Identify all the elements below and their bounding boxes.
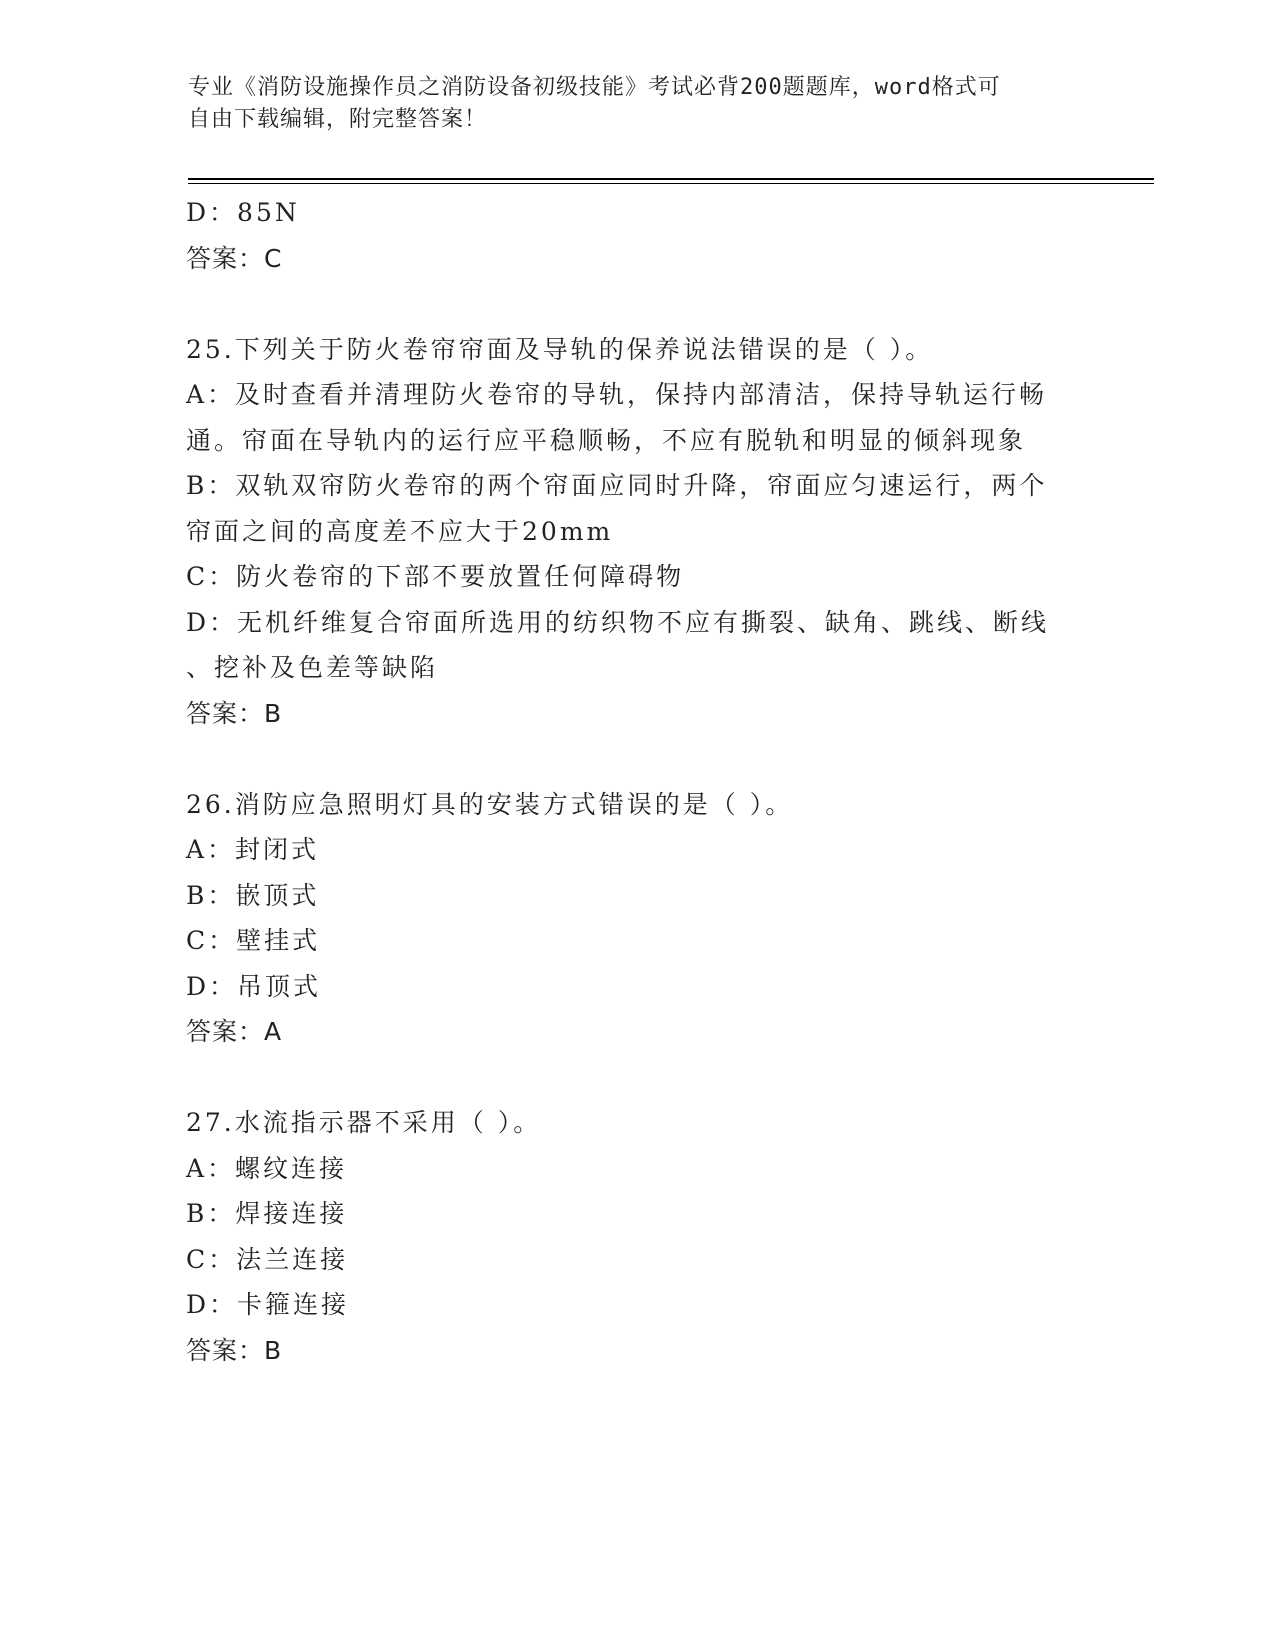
header-rule-thick [188, 178, 1154, 180]
answer-line: 答案：C [186, 243, 283, 273]
spacer [186, 736, 1066, 782]
option-b: B：嵌顶式 [186, 880, 320, 910]
spacer [186, 1055, 1066, 1101]
question-27 [186, 1100, 1066, 1373]
question-stem: 25.下列关于防火卷帘帘面及导轨的保养说法错误的是（ ）。 [186, 334, 934, 364]
option-b-line-2: 帘面之间的高度差不应大于20mm [186, 516, 614, 546]
answer-line: 答案：B [186, 698, 283, 728]
option-a: A：封闭式 [186, 835, 320, 864]
header-line-2: 自由下载编辑，附完整答案！ [188, 107, 488, 132]
spacer [186, 281, 1066, 327]
question-stem: 27.水流指示器不采用（ ）。 [186, 1108, 542, 1137]
option-a-line-2: 通。帘面在导轨内的运行应平稳顺畅，不应有脱轨和明显的倾斜现象 [186, 425, 1027, 455]
option-a-line-1: A：及时查看并清理防火卷帘的导轨，保持内部清洁，保持导轨运行畅 [186, 380, 1048, 409]
option-b: B：焊接连接 [186, 1199, 348, 1228]
header-rule-thin [188, 183, 1154, 184]
answer-line: 答案：A [186, 1017, 283, 1046]
question-list [186, 190, 1066, 1373]
page-header [188, 72, 1088, 136]
option-a: A：螺纹连接 [186, 1153, 348, 1183]
question-stem: 26.消防应急照明灯具的安装方式错误的是（ ）。 [186, 789, 794, 819]
option-d-line-1: D：无机纤维复合帘面所选用的纺织物不应有撕裂、缺角、跳线、断线 [186, 607, 1050, 637]
question-25 [186, 327, 1066, 737]
option-d: D：吊顶式 [186, 971, 322, 1001]
option-d-line-2: 、挖补及色差等缺陷 [186, 653, 439, 682]
question-26 [186, 782, 1066, 1055]
option-d: D：卡箍连接 [186, 1290, 350, 1319]
option-b-line-1: B：双轨双帘防火卷帘的两个帘面应同时升降，帘面应匀速运行，两个 [186, 471, 1048, 500]
option-d: D：85N [186, 198, 300, 227]
header-line-1: 专业《消防设施操作员之消防设备初级技能》考试必背200题题库，word格式可 [188, 75, 1001, 100]
previous-question-tail [186, 190, 1066, 281]
answer-line: 答案：B [186, 1335, 283, 1365]
option-c: C：壁挂式 [186, 926, 321, 955]
option-c: C：法兰连接 [186, 1244, 349, 1274]
option-c: C：防火卷帘的下部不要放置任何障碍物 [186, 562, 685, 591]
